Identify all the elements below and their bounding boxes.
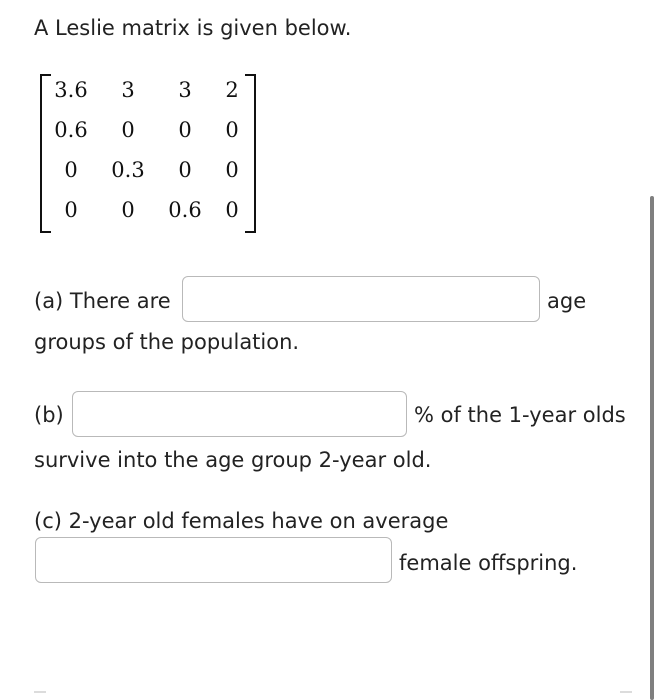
- vertical-scrollbar[interactable]: [650, 196, 654, 700]
- part-c-answer-input[interactable]: [35, 537, 392, 583]
- matrix-cell: 0: [225, 118, 239, 142]
- matrix-cell: 0: [121, 118, 135, 142]
- matrix-cell: 0: [225, 198, 239, 222]
- matrix-cell: 3: [121, 78, 135, 102]
- matrix-cell: 0: [225, 158, 239, 182]
- part-b-suffix: % of the 1-year olds: [414, 403, 626, 427]
- part-b-label: (b): [34, 403, 64, 427]
- matrix-cell: 0: [178, 158, 192, 182]
- matrix-cell: 3.6: [54, 78, 88, 102]
- intro-text: A Leslie matrix is given below.: [34, 16, 352, 40]
- part-a-answer-input[interactable]: [182, 276, 540, 322]
- matrix-cell: 2: [225, 78, 239, 102]
- bottom-right-mark: [620, 691, 632, 693]
- matrix-cell: 0.6: [168, 198, 202, 222]
- part-a-label: (a) There are: [34, 289, 171, 313]
- bottom-left-mark: [34, 691, 46, 693]
- part-b-continuation: survive into the age group 2-year old.: [34, 448, 432, 472]
- matrix-cell: 0: [64, 198, 78, 222]
- matrix-cell: 0: [121, 198, 135, 222]
- part-c-suffix: female offspring.: [399, 551, 578, 575]
- part-a-continuation: groups of the population.: [34, 330, 300, 354]
- part-c-label: (c) 2-year old females have on average: [34, 509, 449, 533]
- matrix-cell: 3: [178, 78, 192, 102]
- matrix-cell: 0.6: [54, 118, 88, 142]
- part-b-answer-input[interactable]: [72, 391, 407, 437]
- part-a-suffix: age: [547, 289, 587, 313]
- matrix-cell: 0: [178, 118, 192, 142]
- leslie-matrix: [40, 74, 256, 230]
- matrix-cell: 0.3: [111, 158, 145, 182]
- matrix-cell: 0: [64, 158, 78, 182]
